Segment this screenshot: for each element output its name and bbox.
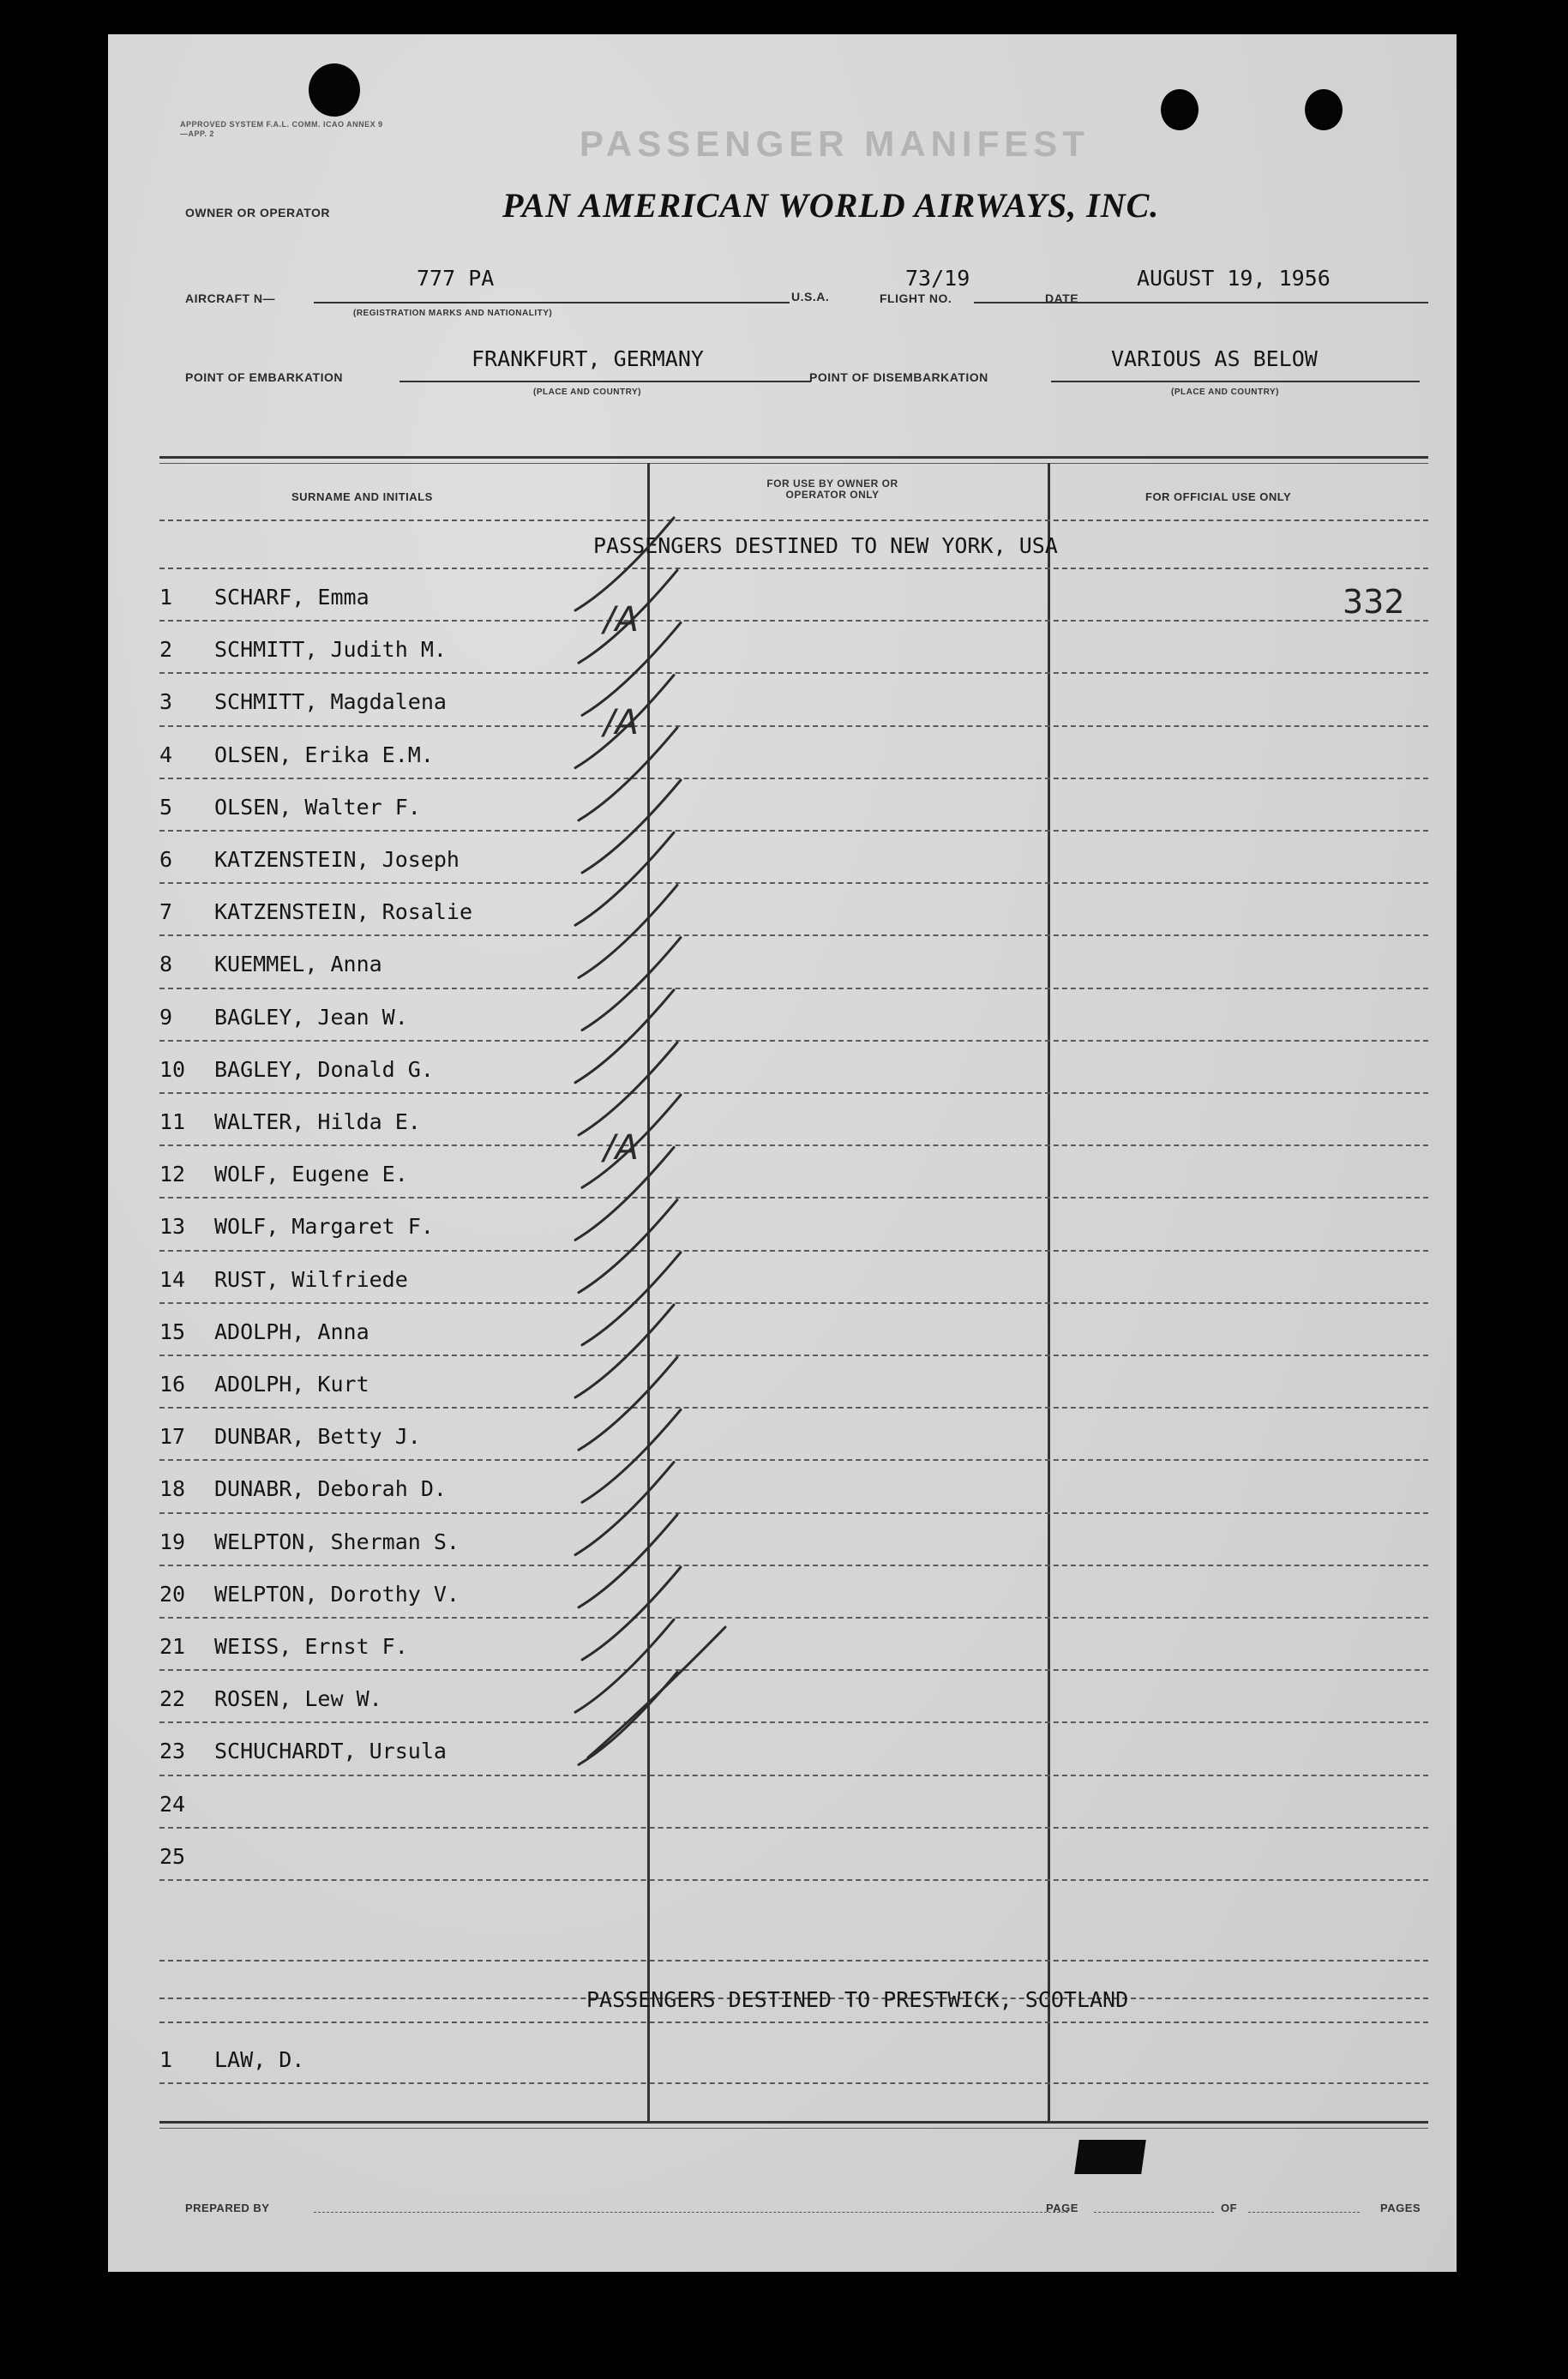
check-mark <box>579 1515 677 1607</box>
date-value: AUGUST 19, 1956 <box>1137 266 1331 291</box>
passenger-name: BAGLEY, Donald G. <box>214 1056 434 1082</box>
passenger-name: ADOLPH, Kurt <box>214 1372 369 1397</box>
check-mark <box>579 1672 677 1764</box>
passenger-number: 9 <box>159 1004 173 1030</box>
passenger-number: 13 <box>159 1214 186 1240</box>
passenger-name: LAW, D. <box>214 2047 305 2072</box>
passenger-name: SCHARF, Emma <box>214 585 369 610</box>
passenger-name: SCHMITT, Magdalena <box>214 689 447 715</box>
passenger-name: KATZENSTEIN, Joseph <box>214 847 460 872</box>
embark-value: FRANKFURT, GERMANY <box>472 346 704 371</box>
owner-label: OWNER OR OPERATOR <box>185 206 330 219</box>
passenger-number: 15 <box>159 1319 186 1344</box>
disembark-label: POINT OF DISEMBARKATION <box>809 370 988 384</box>
pages-label: PAGES <box>1380 2202 1421 2214</box>
aircraft-value: 777 PA <box>417 266 495 291</box>
passenger-number: 7 <box>159 899 173 925</box>
page-label: PAGE <box>1046 2202 1078 2214</box>
passenger-number: 14 <box>159 1266 186 1292</box>
passenger-name: ROSEN, Lew W. <box>214 1686 382 1712</box>
passenger-number: 24 <box>159 1791 186 1817</box>
passenger-number: 25 <box>159 1843 186 1869</box>
column-header-surname: SURNAME AND INITIALS <box>291 490 433 503</box>
annotation-mark-1: /A <box>604 600 639 640</box>
section1-heading: PASSENGERS DESTINED TO NEW YORK, USA <box>593 533 1058 558</box>
annotation-mark-3: /A <box>604 703 639 742</box>
check-mark <box>582 780 681 873</box>
date-label: DATE <box>1045 291 1079 305</box>
embark-label: POINT OF EMBARKATION <box>185 370 343 384</box>
passenger-number: 6 <box>159 847 173 872</box>
passenger-name: KATZENSTEIN, Rosalie <box>214 899 473 925</box>
flight-value: 73/19 <box>905 266 970 291</box>
column-header-official-use: FOR OFFICIAL USE ONLY <box>1145 490 1292 503</box>
check-mark <box>579 1042 677 1135</box>
passenger-name: OLSEN, Walter F. <box>214 794 421 820</box>
passenger-name: BAGLEY, Jean W. <box>214 1004 408 1030</box>
aircraft-label: AIRCRAFT N— <box>185 291 276 305</box>
check-mark <box>588 1627 725 1757</box>
passenger-name: ADOLPH, Anna <box>214 1319 369 1344</box>
passenger-number: 10 <box>159 1056 186 1082</box>
annotation-mark-11: /A <box>604 1128 639 1168</box>
handwritten-check-marks <box>108 34 1457 2272</box>
passenger-name: DUNABR, Deborah D. <box>214 1476 447 1502</box>
embark-caption: (PLACE AND COUNTRY) <box>533 387 641 397</box>
check-mark <box>575 1305 674 1397</box>
aircraft-caption: (REGISTRATION MARKS AND NATIONALITY) <box>353 309 553 318</box>
passenger-number: 5 <box>159 794 173 820</box>
passenger-name: SCHMITT, Judith M. <box>214 637 447 663</box>
approval-stamp: APPROVED SYSTEM F.A.L. COMM. ICAO ANNEX 9—APP. 2 <box>180 120 383 138</box>
check-mark <box>582 938 681 1030</box>
passenger-number: 1 <box>159 2047 173 2072</box>
passenger-number: 23 <box>159 1739 186 1764</box>
passenger-name: WEISS, Ernst F. <box>214 1634 408 1659</box>
passenger-name: DUNBAR, Betty J. <box>214 1424 421 1450</box>
passenger-number: 19 <box>159 1529 186 1554</box>
column-header-owner-use: FOR USE BY OWNER OR OPERATOR ONLY <box>766 478 898 501</box>
section2-heading: PASSENGERS DESTINED TO PRESTWICK, SCOTLAND <box>586 1987 1129 2012</box>
check-mark <box>579 1200 677 1293</box>
check-mark <box>582 1409 681 1502</box>
check-mark <box>579 885 677 977</box>
passenger-name: WOLF, Eugene E. <box>214 1162 408 1187</box>
passenger-number: 8 <box>159 952 173 977</box>
passenger-number: 2 <box>159 637 173 663</box>
passenger-number: 11 <box>159 1109 186 1134</box>
passenger-name: SCHUCHARDT, Ursula <box>214 1739 447 1764</box>
check-mark <box>582 1567 681 1660</box>
passenger-name: WALTER, Hilda E. <box>214 1109 421 1134</box>
manifest-sheet <box>108 34 1457 2272</box>
passenger-number: 18 <box>159 1476 186 1502</box>
check-mark <box>579 1357 677 1450</box>
passenger-name: WELPTON, Sherman S. <box>214 1529 460 1554</box>
check-mark <box>575 1619 674 1712</box>
disembark-value: VARIOUS AS BELOW <box>1111 346 1318 371</box>
passenger-name: RUST, Wilfriede <box>214 1266 408 1292</box>
passenger-number: 20 <box>159 1581 186 1607</box>
passenger-number: 3 <box>159 689 173 715</box>
prepared-by-label: PREPARED BY <box>185 2202 270 2214</box>
passenger-number: 16 <box>159 1372 186 1397</box>
passenger-name: KUEMMEL, Anna <box>214 952 382 977</box>
passenger-number: 1 <box>159 585 173 610</box>
passenger-number: 12 <box>159 1162 186 1187</box>
official-note: 332 <box>1343 583 1405 621</box>
usa-label: U.S.A. <box>791 290 830 303</box>
passenger-name: OLSEN, Erika E.M. <box>214 742 434 767</box>
check-mark <box>575 1463 674 1555</box>
of-label: OF <box>1221 2202 1238 2214</box>
check-mark <box>575 832 674 925</box>
passenger-number: 4 <box>159 742 173 767</box>
operator-name: PAN AMERICAN WORLD AIRWAYS, INC. <box>502 186 1160 225</box>
passenger-number: 21 <box>159 1634 186 1659</box>
passenger-number: 17 <box>159 1424 186 1450</box>
flight-label: FLIGHT NO. <box>880 291 952 305</box>
check-mark <box>575 518 674 610</box>
form-title: PASSENGER MANIFEST <box>580 123 1090 164</box>
disembark-caption: (PLACE AND COUNTRY) <box>1171 387 1279 397</box>
passenger-name: WOLF, Margaret F. <box>214 1214 434 1240</box>
passenger-number: 22 <box>159 1686 186 1712</box>
check-mark <box>582 1253 681 1345</box>
check-mark <box>575 990 674 1083</box>
passenger-name: WELPTON, Dorothy V. <box>214 1581 460 1607</box>
